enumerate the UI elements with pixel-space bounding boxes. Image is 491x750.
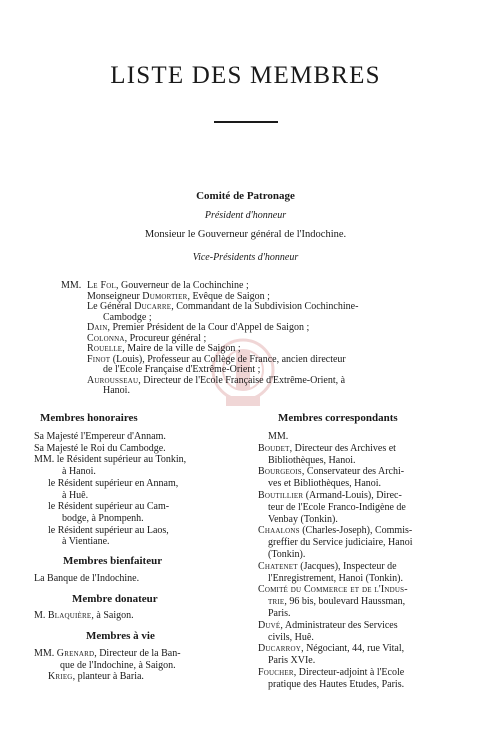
donateur-entry <box>34 610 134 621</box>
member-text: Venbay (Tonkin). <box>268 513 338 525</box>
vice-president-line <box>87 333 206 344</box>
member-text: (Jacques), Inspecteur de <box>297 560 397 572</box>
member-text: , 96 bis, boulevard Haussman, <box>284 596 406 608</box>
member-text: , Directeur-adjoint à l'Ecole <box>293 667 405 678</box>
honoraire-line: Sa Majesté l'Empereur d'Annam. <box>34 431 166 442</box>
correspondant-line <box>268 596 405 607</box>
vice-president-line <box>87 343 241 354</box>
member-text: (Armand-Louis), Direc- <box>303 490 402 501</box>
honoraire-line: bodge, à Pnompenh. <box>62 512 144 524</box>
honoraire-line: à Vientiane. <box>62 536 110 548</box>
correspondant-line <box>268 573 403 584</box>
vice-president-line <box>103 312 152 323</box>
correspondant-line <box>258 561 397 572</box>
member-text: civils, Huê. <box>268 631 314 643</box>
correspondant-line <box>258 490 402 501</box>
member-text: , Commandant de la Subdivision Cochinchine- <box>171 301 359 312</box>
member-text: (Charles-Joseph), Commis- <box>299 525 413 537</box>
honoraire-line: MM. le Résident supérieur au Tonkin, <box>34 454 187 466</box>
member-name: Duvé <box>258 619 281 631</box>
member-name: Chatenet <box>258 560 298 572</box>
honoraire-line: le Résident supérieur en Annam, <box>48 477 179 489</box>
correspondant-line <box>268 478 381 489</box>
donateur-heading: Membre donateur <box>72 593 158 605</box>
member-name: trie <box>268 596 285 608</box>
patronage-heading: Comité de Patronage <box>196 190 295 202</box>
member-name: Dain <box>87 322 108 333</box>
title-rule <box>214 121 278 123</box>
page-title: LISTE DES MEMBRES <box>110 62 381 89</box>
member-text: Hanoi. <box>103 385 130 396</box>
vice-presidents-label: Vice-Présidents d'honneur <box>192 252 299 263</box>
correspondant-line <box>268 549 305 560</box>
honoraire-line: le Résident supérieur au Laos, <box>48 524 169 536</box>
member-name: Finot <box>87 353 111 365</box>
member-name: Aurousseau <box>87 374 139 386</box>
member-name: Colonna <box>87 332 125 344</box>
member-text: , Conservateur des Archi- <box>301 466 405 478</box>
correspondant-line <box>268 655 315 666</box>
member-text: , Directeur de la Ban- <box>94 648 181 659</box>
vice-president-line <box>87 322 309 333</box>
vie-heading: Membres à vie <box>86 630 155 642</box>
member-text: teur de l'Ecole Franco-Indigène de <box>268 501 406 513</box>
member-text: , Premier Président de la Cour d'Appel de Saigon ; <box>107 322 310 333</box>
member-name: Ducarroy <box>258 643 302 655</box>
member-text: (Tonkin). <box>268 549 306 560</box>
member-name: Grenard <box>56 648 95 659</box>
correspondant-line <box>258 584 408 595</box>
correspondant-line <box>268 455 356 466</box>
member-text: que de l'Indochine, à Saigon. <box>60 659 176 671</box>
bienfaiteur-heading: Membres bienfaiteur <box>63 555 163 567</box>
member-text: l'Enregistrement, Hanoi (Tonkin). <box>268 572 403 584</box>
correspondant-line <box>268 514 338 525</box>
honoraire-line: à Hanoi. <box>62 466 96 478</box>
member-text: M. <box>34 610 48 621</box>
correspondant-line <box>268 632 314 643</box>
member-text: Paris XVIe. <box>268 655 316 667</box>
member-name: Rouelle <box>87 343 123 354</box>
member-text: , Maire de la ville de Saigon ; <box>122 343 241 354</box>
correspondant-line <box>268 431 288 442</box>
member-text: , Directeur des Archives et <box>289 442 396 454</box>
member-text: , Evêque de Saigon ; <box>187 290 270 302</box>
bienfaiteur-entry: La Banque de l'Indochine. <box>34 573 140 584</box>
vie-line <box>60 660 176 671</box>
correspondant-line <box>258 667 404 678</box>
honorary-president-label: Président d'honneur <box>204 210 287 221</box>
member-text: , Gouverneur de la Cochinchine ; <box>115 280 249 291</box>
member-text: MM. <box>268 431 289 442</box>
member-name: Boutillier <box>258 490 304 501</box>
mm-prefix: MM. <box>61 280 82 291</box>
correspondant-line <box>258 620 398 631</box>
member-text: Cambodge ; <box>103 311 152 323</box>
vice-president-line <box>87 280 249 291</box>
member-name: Bourgeois <box>258 466 302 478</box>
member-text: , Négociant, 44, rue Vital, <box>301 643 405 655</box>
correspondant-line <box>268 608 291 619</box>
member-text: (Louis), Professeur au Collège de France, ancien directeur <box>110 353 346 365</box>
correspondant-line <box>268 502 406 513</box>
vie-line <box>48 671 144 682</box>
member-text: , Procureur général ; <box>124 332 207 344</box>
member-text: Bibliothèques, Hanoi. <box>268 454 356 466</box>
correspondant-line <box>268 679 404 690</box>
vice-president-line <box>87 375 345 386</box>
member-text: ves et Bibliothèques, Hanoi. <box>268 478 382 490</box>
member-text: Paris. <box>268 608 291 619</box>
member-text: de l'Ecole Française d'Extrême-Orient ; <box>103 364 261 375</box>
member-name: Le Fol <box>87 280 116 291</box>
member-name: Foucher <box>258 667 294 678</box>
member-name: Comité du Commerce et de l'Indus- <box>258 584 408 596</box>
member-name: Krieg <box>48 671 73 683</box>
member-text: Le Général <box>87 301 135 312</box>
member-name: Blaquière <box>47 610 92 621</box>
correspondant-line <box>258 443 396 454</box>
vice-president-line <box>87 354 346 365</box>
member-text: , Administrateur des Services <box>280 619 398 631</box>
correspondants-heading: Membres correspondants <box>278 412 398 424</box>
member-text: , planteur à Baria. <box>72 671 144 683</box>
correspondant-line <box>258 466 404 477</box>
member-text: Monseigneur <box>87 290 143 302</box>
vice-president-line <box>103 385 130 396</box>
member-text: , Directeur de l'Ecole Française d'Extrême-Orient, à <box>138 374 346 386</box>
honoraire-line: le Résident supérieur au Cam- <box>48 501 170 513</box>
member-name: Dumortier <box>142 290 188 302</box>
member-name: Ducarre <box>134 301 172 312</box>
member-text: MM. <box>34 648 57 659</box>
member-text: pratique des Hautes Etudes, Paris. <box>268 678 405 690</box>
vie-line <box>34 648 181 659</box>
honoraire-line: Sa Majesté le Roi du Cambodge. <box>34 442 166 454</box>
correspondant-line <box>268 537 412 548</box>
correspondant-line <box>258 643 404 654</box>
member-text: , à Saigon. <box>91 610 134 621</box>
correspondant-line <box>258 525 412 536</box>
vice-president-line <box>103 364 260 375</box>
vice-president-line <box>87 291 270 302</box>
member-name: Chaalons <box>258 525 300 537</box>
honorary-president: Monsieur le Gouverneur général de l'Indochine. <box>144 229 347 240</box>
member-text: greffier du Service judiciaire, Hanoi <box>268 537 413 549</box>
vice-president-line <box>87 301 358 312</box>
honoraires-heading: Membres honoraires <box>40 412 138 424</box>
member-name: Boudet <box>258 442 290 454</box>
honoraire-line: à Huê. <box>62 489 89 501</box>
